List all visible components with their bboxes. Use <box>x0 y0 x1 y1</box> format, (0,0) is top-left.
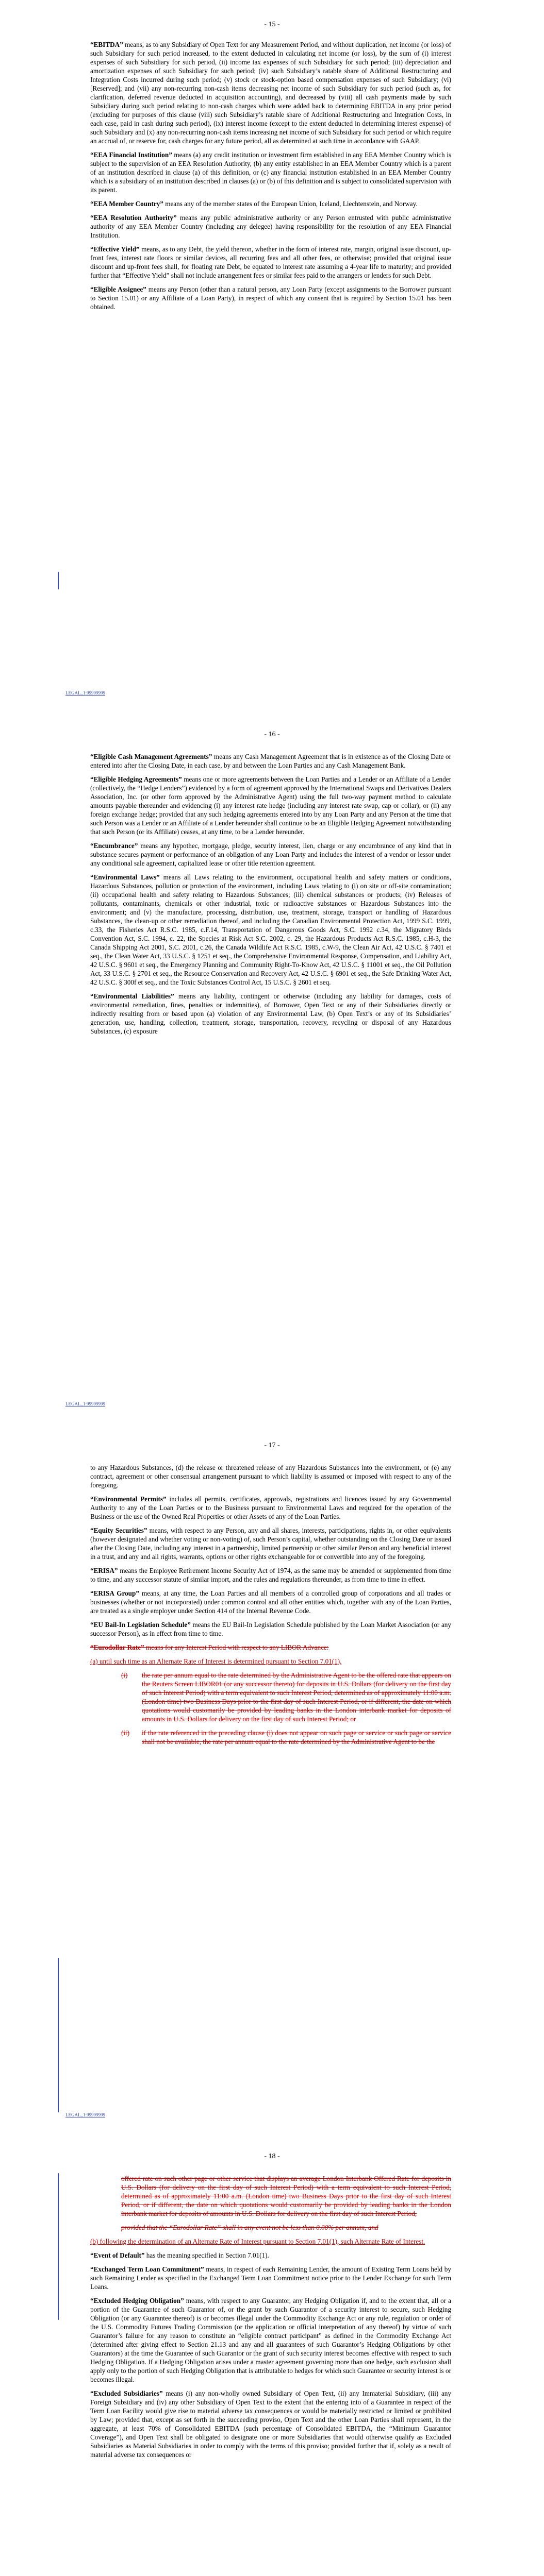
definition <box>90 1526 451 1561</box>
definition <box>90 1495 451 1521</box>
page-15-body <box>90 40 451 316</box>
deleted-clause-continued: offered rate on such other page or other service that displays an average London Interbank Offered Rate for deposits in U.S. Dollars (for delivery on the first day of such Interest Period) with a term equivalent to such Interest Period, determined as of approximately 11:00 a.m. (London time) two Business Days prior to the first day of such Interest Period, or if different, the date on which quotations would customarily be provided by leading banks in the London interbank market for deposits of amounts in U.S. Dollars for delivery on the first day of such Interest Period, <box>121 2175 451 2217</box>
definition <box>90 245 451 280</box>
definition-text: means (i) any non-wholly owned Subsidiary of Open Text, (ii) any Immaterial Subsidiary, (iii) any Foreign Subsidiary and (iv) any other Subsidiary of Open Text to the extent that the entering into of a Guarantee in respect of the Term Loan Facility would give rise to material adverse tax consequences or would be materially restricted or limited or prohibited by Law; provided that, except as set forth in the succeeding proviso, Open Text and the other Loan Parties shall represent, in the aggregate, at least 70% of Consolidated EBITDA (such percentage of Consolidated EBITDA, the “Minimum Guarantor Coverage”), and Open Text shall be obligated to designate one or more Subsidiaries that would otherwise qualify as Excluded Subsidiaries as Material Subsidiaries in order to comply with the terms of this proviso; provided further that if, solely as a result of material adverse tax consequences or <box>90 2389 451 2459</box>
definition-text: means all Laws relating to the environment, occupational health and safety matters or conditions, Hazardous Substances, pollution or protection of the environment, including Laws relating to (i) on site or off-site contamination; (ii) occupational health and safety relating to Hazardous Substances; (iii) chemical substances or products; (iv) Releases of pollutants, contaminants, chemicals or other industrial, toxic or radioactive substances or Hazardous Substances into the environment; and (v) the manufacture, processing, distribution, use, treatment, storage, transport or handling of Hazardous Substances, the clean-up or other remediation thereof, and including the Canadian Environmental Protection Act, 1999 S.C. 1999, c.33, the Fisheries Act R.S.C. 1985, c.F.14, Transportation of Dangerous Goods Act, S.C. 1992 c.34, the Migratory Birds Convention Act, S.C. 1994, c. 22, the Species at Risk Act S.C. 2002, c. 29, the Hazardous Products Act R.S.C. 1985, c.H-3, the Canada Shipping Act 2001, S.C. 2001, c.26, the Canada Wildlife Act R.S.C. 1985, c.W-9, the Clean Air Act, 42 U.S.C. § 7401 et seq., the Clean Water Act, 33 U.S.C. § 1251 et seq., the Comprehensive Environmental Response, Compensation, and Liability Act, 42 U.S.C. § 9601 et seq., the Emergency Planning and Community Right-To-Know Act, 42 U.S.C. § 11001 et seq., the Oil Pollution Act, 33 U.S.C. § 2701 et seq., the Resource Conservation and Recovery Act, 42 U.S.C. § 6901 et seq., the Safe Drinking Water Act, 42 U.S.C. § 300f et seq., and the Toxic Substances Control Act, 15 U.S.C. § 2601 et seq. <box>90 873 451 986</box>
page-number: - 18 - <box>264 2153 280 2160</box>
definition <box>90 2296 451 2384</box>
definition <box>90 1589 451 1615</box>
definition-text: means any hypothec, mortgage, pledge, security interest, lien, charge or any encumbrance of any kind that in substance secures payment or performance of an obligation of any Loan Party and includes the interest of a vendor or lessor under any conditional sale agreement, capitalized lease or other title retention agreement. <box>90 842 451 867</box>
defined-term: “Encumbrance” <box>90 842 138 850</box>
definition-text: means any of the member states of the European Union, Iceland, Liechtenstein, and Norway. <box>163 200 418 208</box>
definition <box>90 213 451 240</box>
revision-bar <box>58 2173 59 2320</box>
definition-text: means, as to any Subsidiary of Open Text for any Measurement Period, and without duplication, net income (or loss) of such Subsidiary for such period increased, to the extent deducted in calculating net income (or loss), by the sum of (i) interest expenses of such Subsidiary for such period, (ii) income tax expenses of such Subsidiary for such period; (iii) depreciation and amortization expenses of such Subsidiary for such period; (iv) such Subsidiary’s ratable share of Additional Restructuring and Integration Costs incurred during such period; (v) stock or stock-option based compensation expenses of such Subsidiary; (vi) [Reserved]; and (vii) any non-recurring non-cash items decreasing net income of such Subsidiary for such period (such as, for clarification, deferred revenue deducted in acquisition accounting), and decreased by (viii) all cash payments made by such Subsidiary during such period relating to non-cash charges which were added back to determining EBITDA in any prior period (excluding for purposes of this clause (viii) such Subsidiary’s ratable share of Additional Restructuring and Integration Costs, in each case, paid in cash during such period), (ix) interest income (except to the extent deducted in determining interest expense) of such Subsidiary and (x) any non-recurring non-cash items increasing net income of such Subsidiary for such period or which require an accrual of, or reserve for, cash charges for any future period, all as determined at such time in accordance with GAAP. <box>90 41 451 145</box>
definition-text: includes all permits, certificates, approvals, registrations and licences issued by any Governmental Authority to any of the Loan Parties or to the Business pursuant to Environmental Laws and required for the operation of the Business or the use of the Owned Real Properties or other Assets of any of the Loan Parties. <box>90 1495 451 1520</box>
defined-term: “Environmental Permits” <box>90 1495 167 1503</box>
defined-term: “Event of Default” <box>90 2251 145 2259</box>
definition-text: means any public administrative authority or any Person entrusted with public administrative authority of any EEA Member Country (including any delegee) having responsibility for the resolution of any EEA Financial Institution. <box>90 214 451 239</box>
defined-term: “EEA Member Country” <box>90 200 163 208</box>
document-marker[interactable]: LEGAL_1:99999999 <box>65 1401 105 1406</box>
page-18-body <box>90 2174 451 2464</box>
definition <box>90 1566 451 1584</box>
deleted-proviso: provided that the “Eurodollar Rate” shall in any event not be less than 0.00% per annum, and <box>121 2224 378 2231</box>
definition-text: means any liability, contingent or otherwise (including any liability for damages, costs of environmental remediation, fines, penalties or indemnities), of Borrower, Open Text or any of their Subsidiaries directly or indirectly resulting from or based upon (a) violation of any Environmental Law, (b) Open Text’s or any of its Subsidiaries’ generation, use, handling, collection, treatment, storage, transportation, recovery, recycling or disposal of any Hazardous Substances, (c) exposure <box>90 992 451 1035</box>
defined-term: “Equity Securities” <box>90 1527 147 1534</box>
inserted-clause: (b) following the determination of an Alternate Rate of Interest pursuant to Section 7.01(1), such Alternate Rate of Interest. <box>90 2238 425 2245</box>
definition <box>90 2389 451 2459</box>
definition <box>90 2251 451 2260</box>
deleted-definition <box>90 1643 451 1652</box>
defined-term: “EEA Financial Institution” <box>90 151 172 159</box>
revision-bar <box>58 1958 59 2112</box>
defined-term: “Excluded Subsidiaries” <box>90 2389 163 2397</box>
page-17-body <box>90 1463 451 1746</box>
document-marker[interactable]: LEGAL_1:99999999 <box>65 2112 105 2117</box>
defined-term: “Environmental Laws” <box>90 873 160 881</box>
clause-text: the rate per annum equal to the rate determined by the Administrative Agent to be the offered rate that appears on the Reuters Screen LIBOR01 (or any successor thereto) for deposits in U.S. Dollars (for delivery on the first day of such Interest Period) with a term equivalent to such Interest Period, determined as of approximately 11:00 a.m. (London time) two Business Days prior to the first day of such Interest Period, or if different, the date on which quotations would customarily be provided by leading banks in the London interbank market for deposits of amounts in U.S. Dollars for delivery on the first day of such Interest Period; or <box>142 1671 451 1723</box>
definition-text: means (a) any credit institution or investment firm established in any EEA Member Country which is subject to the supervision of an EEA Resolution Authority, (b) any entity established in an EEA Member Country which is a parent of an institution described in clause (a) of this definition, or (c) any financial institution established in an EEA Member Country which is a subsidiary of an institution described in clauses (a) or (b) of this definition and is subject to consolidated supervision with its parent. <box>90 151 451 194</box>
defined-term: “Eligible Cash Management Agreements” <box>90 753 212 760</box>
defined-term: “Exchanged Term Loan Commitment” <box>90 2265 204 2273</box>
defined-term: “Environmental Liabilities” <box>90 992 174 1000</box>
definition <box>90 841 451 868</box>
definition-text: means the EU Bail-In Legislation Schedule published by the Loan Market Association (or any successor Person), as in effect from time to time. <box>90 1621 451 1637</box>
defined-term: “Eligible Assignee” <box>90 285 146 293</box>
definition <box>90 199 451 208</box>
definition <box>90 775 451 836</box>
page-number: - 15 - <box>264 21 280 28</box>
definition-text: means, as to any Debt, the yield thereon, whether in the form of interest rate, margin, original issue discount, up-front fees, interest rate floors or similar devices, all recurring fees and all other fees, or otherwise; provided that original issue discount and up-front fees shall, for floating rate Debt, be equated to interest rate assuming a 4-year life to maturity; and provided further that “Effective Yield” shall not include arrangement fees or similar fees paid to the arrangers or lenders for such Debt. <box>90 245 451 279</box>
definition <box>90 40 451 145</box>
clause-label: (ii) <box>121 1729 130 1737</box>
definition <box>90 752 451 770</box>
definition-text: means any Person (other than a natural person, any Loan Party (except assignments to the Borrower pursuant to Section 15.01) or any Affiliate of a Loan Party), in respect of which any consent that is required by Section 15.01 has been obtained. <box>90 285 452 311</box>
page-number: - 16 - <box>264 731 280 738</box>
definition-continued: to any Hazardous Substances, (d) the release or threatened release of any Hazardous Substances into the environment, or (e) any contract, agreement or other consensual arrangement pursuant to which liability is assumed or imposed with respect to any of the foregoing. <box>90 1464 451 1489</box>
defined-term: “Effective Yield” <box>90 245 140 253</box>
defined-term: “EBITDA” <box>90 41 123 48</box>
defined-term: “EU Bail-In Legislation Schedule” <box>90 1621 191 1629</box>
revision-bar <box>58 572 59 589</box>
definition <box>90 1620 451 1638</box>
deleted-clause <box>121 1671 451 1723</box>
definition-text: has the meaning specified in Section 7.01(1). <box>144 2251 269 2259</box>
clause-label: (i) <box>121 1671 128 1679</box>
page-number: - 17 - <box>264 1442 280 1449</box>
definition-text: means, at any time, the Loan Parties and all members of a controlled group of corporations and all trades or businesses (whether or not incorporated) under common control and all other entities which, together with any of the Loan Parties, are treated as a single employer under Section 414 of the Internal Revenue Code. <box>90 1589 452 1615</box>
definition-text: means, in respect of each Remaining Lender, the amount of Existing Term Loans held by such Remaining Lender as specified in the Exchanged Term Loan Commitment notice prior to the Lender Exchange for such Term Loans. <box>90 2265 451 2291</box>
definition-text: means, with respect to any Person, any and all shares, interests, participations, rights in, or other equivalents (however designated and whether voting or non-voting) of, such Person’s capital, whether outstanding on the Closing Date or issued after the Closing Date, including any interest in a partnership, limited partnership or other similar Person and any beneficial interest in a trust, and any and all rights, warrants, options or other rights exchangeable for or convertible into any of the foregoing. <box>90 1527 451 1561</box>
clause-text: if the rate referenced in the preceding clause (i) does not appear on such page or service or such page or service shall not be available, the rate per annum equal to the rate determined by the Administrative Agent to be the <box>142 1729 451 1745</box>
document-marker[interactable]: LEGAL_1:99999999 <box>65 690 105 696</box>
definition <box>90 992 451 1036</box>
definition-text: means the Employee Retirement Income Security Act of 1974, as the same may be amended or supplemented from time to time, and any successor statute of similar import, and the rules and regulations thereunder, as from time to time in effect. <box>90 1567 451 1583</box>
inserted-clause: (a) until such time as an Alternate Rate of Interest is determined pursuant to Section 7.01(1), <box>90 1657 342 1665</box>
defined-term: “Eurodollar Rate” <box>90 1643 144 1651</box>
definition <box>90 873 451 987</box>
defined-term: “ERISA” <box>90 1567 118 1574</box>
page-16-body <box>90 752 451 1041</box>
defined-term: “ERISA Group” <box>90 1589 139 1597</box>
definition-text: means any Cash Management Agreement that is in existence as of the Closing Date or entered into after the Closing Date, in each case, by and between the Loan Parties and any Cash Management Bank. <box>90 753 451 769</box>
deleted-clause <box>121 1728 451 1746</box>
defined-term: “Eligible Hedging Agreements” <box>90 775 182 783</box>
definition-text: means, with respect to any Guarantor, any Hedging Obligation if, and to the extent that, all or a portion of the Guarantee of such Guarantor of, or the grant by such Guarantor of a security interest to secure, such Hedging Obligation (or any Guarantee thereof) is or becomes illegal under the Commodity Exchange Act or any rule, regulation or order of the U.S. Commodity Futures Trading Commission (or the application or official interpretation of any thereof) by virtue of such Guarantor’s failure for any reason to constitute an “eligible contract participant” as defined in the Commodity Exchange Act (determined after giving effect to Section 21.13 and any and all guarantees of such Guarantor’s Hedging Obligations by other Guarantors) at the time the Guarantee of such Guarantor or the grant of such security interest becomes effective with respect to such Hedging Obligation. If a Hedging Obligation arises under a master agreement governing more than one hedge, such exclusion shall apply only to the portion of such Hedging Obligation that is attributable to hedges for which such Guarantee or security interest is or becomes illegal. <box>90 2297 451 2383</box>
definition <box>90 285 451 311</box>
definition-text: means for any Interest Period with respect to any LIBOR Advance: <box>144 1643 329 1651</box>
defined-term: “EEA Resolution Authority” <box>90 214 177 222</box>
defined-term: “Excluded Hedging Obligation” <box>90 2297 184 2304</box>
definition <box>90 2265 451 2291</box>
definition-text: means one or more agreements between the Loan Parties and a Lender or an Affiliate of a Lender (collectively, the “Hedge Lenders”) evidenced by a form of agreement approved by the International Swaps and Derivatives Dealers Association, Inc. (or other form approved by the Administrative Agent) using the full two-way payment method to calculate amounts payable thereunder and evidencing (i) any interest rate hedge (including any interest rate swap, cap or collar); or (ii) any foreign exchange hedge; provided that any such hedging agreements entered into by any Loan Party and any Person at the time that such Person was a Lender or an Affiliate of a Lender hereunder shall continue to be an Eligible Hedging Agreement notwithstanding that such Person (or its Affiliate) ceases, at any time, to be a Lender hereunder. <box>90 775 451 836</box>
definition <box>90 150 451 194</box>
